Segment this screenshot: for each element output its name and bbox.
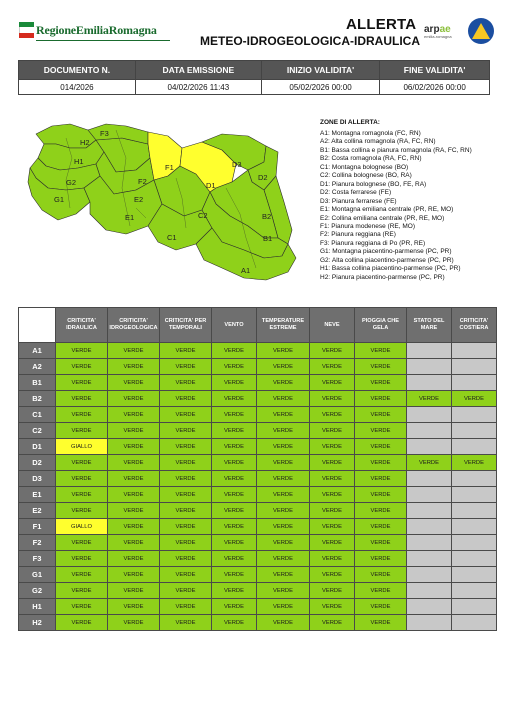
alert-level-cell: VERDE (108, 567, 160, 583)
alert-level-cell: VERDE (310, 375, 355, 391)
grid-column-header: VENTO (212, 308, 257, 343)
empty-cell (407, 583, 452, 599)
alert-level-cell: VERDE (56, 535, 108, 551)
map-label-e2: E2 (134, 195, 144, 204)
alert-level-cell: VERDE (257, 615, 310, 631)
protezione-civile-logo (468, 18, 494, 44)
civil-protection-triangle-icon (472, 23, 490, 39)
alert-level-cell: VERDE (407, 455, 452, 471)
alert-level-cell: VERDE (56, 375, 108, 391)
empty-cell (452, 583, 497, 599)
alert-level-cell: VERDE (108, 439, 160, 455)
alert-level-cell: VERDE (355, 391, 407, 407)
grid-zone-label: G2 (19, 583, 56, 599)
empty-cell (407, 343, 452, 359)
alert-level-cell: VERDE (108, 535, 160, 551)
map-label-h1: H1 (74, 157, 84, 166)
alert-level-cell: VERDE (257, 375, 310, 391)
table-row (19, 391, 497, 407)
alert-level-cell: VERDE (257, 535, 310, 551)
table-row (19, 407, 497, 423)
alert-level-cell: VERDE (257, 391, 310, 407)
grid-column-header: TEMPERATURE ESTREME (257, 308, 310, 343)
alert-level-cell: VERDE (355, 519, 407, 535)
empty-cell (407, 519, 452, 535)
grid-column-header: CRITICITA' PER TEMPORALI (160, 308, 212, 343)
alert-level-cell: VERDE (56, 407, 108, 423)
alert-level-cell: VERDE (212, 343, 257, 359)
alert-level-cell: VERDE (160, 551, 212, 567)
table-row (19, 503, 497, 519)
alert-zones-map (26, 118, 309, 288)
alert-level-cell: VERDE (310, 535, 355, 551)
document-info-table (18, 60, 490, 95)
regione-emilia-romagna-logo (19, 20, 157, 44)
alert-level-cell: VERDE (160, 471, 212, 487)
alert-level-cell: VERDE (56, 343, 108, 359)
table-row (19, 471, 497, 487)
alert-level-cell: VERDE (212, 519, 257, 535)
alert-level-cell: VERDE (160, 599, 212, 615)
map-label-g2: G2 (66, 178, 77, 187)
table-row (19, 439, 497, 455)
alert-level-cell: VERDE (212, 423, 257, 439)
grid-zone-label: H2 (19, 615, 56, 631)
alert-level-cell: VERDE (212, 471, 257, 487)
page-subtitle: METEO-IDROGEOLOGICA-IDRAULICA (200, 34, 420, 48)
alert-level-cell: VERDE (108, 471, 160, 487)
alert-level-cell: VERDE (212, 535, 257, 551)
alert-level-cell: VERDE (160, 503, 212, 519)
empty-cell (452, 599, 497, 615)
empty-cell (452, 471, 497, 487)
empty-cell (407, 503, 452, 519)
grid-zone-label: H1 (19, 599, 56, 615)
grid-zone-label: B2 (19, 391, 56, 407)
alert-level-cell: VERDE (310, 567, 355, 583)
alert-level-cell: VERDE (212, 391, 257, 407)
empty-cell (407, 567, 452, 583)
map-label-h2: H2 (80, 138, 90, 147)
alert-level-cell: VERDE (108, 615, 160, 631)
table-row (19, 375, 497, 391)
alert-level-cell: VERDE (212, 503, 257, 519)
grid-column-header: CRITICITA' IDRAULICA (56, 308, 108, 343)
map-label-b2: B2 (262, 212, 272, 221)
empty-cell (452, 343, 497, 359)
grid-zone-label: F1 (19, 519, 56, 535)
info-header-emission: DATA EMISSIONE (135, 61, 261, 80)
empty-cell (407, 471, 452, 487)
alert-level-cell: VERDE (355, 423, 407, 439)
empty-cell (407, 599, 452, 615)
alert-level-cell: VERDE (160, 423, 212, 439)
table-row (19, 535, 497, 551)
grid-zone-label: B1 (19, 375, 56, 391)
alert-levels-table (18, 307, 497, 631)
zone-legend-item: E1: Montagna emiliana centrale (PR, RE, MO) (320, 206, 454, 214)
zone-legend-item: F3: Pianura reggiana di Po (PR, RE) (320, 239, 426, 247)
alert-level-cell: VERDE (355, 503, 407, 519)
map-label-c1: C1 (167, 233, 177, 242)
table-row (19, 583, 497, 599)
alert-level-cell: VERDE (257, 343, 310, 359)
alert-level-cell: VERDE (310, 583, 355, 599)
alert-level-cell: VERDE (310, 519, 355, 535)
alert-level-cell: VERDE (160, 439, 212, 455)
map-label-g1: G1 (54, 195, 65, 204)
empty-cell (452, 567, 497, 583)
zone-legend-item: B1: Bassa collina e pianura romagnola (RA, FC, RN) (320, 146, 472, 154)
empty-cell (407, 551, 452, 567)
grid-zone-label: D2 (19, 455, 56, 471)
grid-zone-label: D3 (19, 471, 56, 487)
alert-level-cell: VERDE (212, 487, 257, 503)
alert-level-cell: GIALLO (56, 439, 108, 455)
alert-level-cell: VERDE (160, 583, 212, 599)
map-label-f1: F1 (165, 163, 174, 172)
zone-legend-item: H2: Pianura piacentino-parmense (PC, PR) (320, 273, 445, 281)
grid-zone-label: F2 (19, 535, 56, 551)
empty-cell (452, 487, 497, 503)
table-row (19, 519, 497, 535)
zone-legend-item: G1: Montagna piacentino-parmense (PC, PR) (320, 248, 452, 256)
alert-level-cell: VERDE (355, 535, 407, 551)
alert-level-cell: VERDE (56, 615, 108, 631)
alert-level-cell: VERDE (355, 583, 407, 599)
alert-level-cell: VERDE (257, 599, 310, 615)
alert-level-cell: VERDE (257, 407, 310, 423)
empty-cell (452, 503, 497, 519)
alert-level-cell: VERDE (56, 567, 108, 583)
info-validity-end: 06/02/2026 00:00 (380, 80, 490, 95)
alert-level-cell: VERDE (108, 487, 160, 503)
alert-level-cell: VERDE (407, 391, 452, 407)
alert-level-cell: VERDE (108, 583, 160, 599)
map-label-d1: D1 (206, 181, 216, 190)
empty-cell (452, 423, 497, 439)
table-row (19, 487, 497, 503)
alert-level-cell: VERDE (160, 375, 212, 391)
alert-level-cell: VERDE (355, 615, 407, 631)
zones-legend-list (320, 130, 505, 282)
alert-level-cell: VERDE (257, 487, 310, 503)
alert-level-cell: VERDE (56, 551, 108, 567)
alert-level-cell: VERDE (355, 487, 407, 503)
grid-zone-label: A2 (19, 359, 56, 375)
map-label-f3: F3 (100, 129, 109, 138)
grid-zone-label: D1 (19, 439, 56, 455)
alert-level-cell: VERDE (310, 391, 355, 407)
empty-cell (452, 519, 497, 535)
empty-cell (452, 615, 497, 631)
alert-level-cell: VERDE (212, 455, 257, 471)
zone-legend-item: C1: Montagna bolognese (BO) (320, 163, 409, 171)
alert-level-cell: VERDE (310, 407, 355, 423)
alert-level-cell: VERDE (355, 439, 407, 455)
alert-level-cell: VERDE (355, 375, 407, 391)
zone-legend-item: G2: Alta collina piacentino-parmense (PC, PR) (320, 256, 454, 264)
alert-level-cell: VERDE (257, 455, 310, 471)
zone-legend-item: B2: Costa romagnola (RA, FC, RN) (320, 155, 422, 163)
alert-level-cell: VERDE (310, 343, 355, 359)
alert-level-cell: VERDE (310, 487, 355, 503)
empty-cell (407, 359, 452, 375)
zone-legend-item: D1: Pianura bolognese (BO, FE, RA) (320, 180, 427, 188)
empty-cell (407, 375, 452, 391)
map-label-c2: C2 (198, 211, 208, 220)
alert-level-cell: VERDE (257, 439, 310, 455)
alert-level-cell: VERDE (257, 583, 310, 599)
empty-cell (407, 407, 452, 423)
grid-zone-label: G1 (19, 567, 56, 583)
grid-zone-label: E2 (19, 503, 56, 519)
table-row (19, 551, 497, 567)
alert-level-cell: VERDE (56, 599, 108, 615)
grid-corner-cell (19, 308, 56, 343)
zone-legend-item: A1: Montagna romagnola (FC, RN) (320, 130, 421, 137)
map-label-d3: D3 (232, 160, 242, 169)
alert-level-cell: VERDE (108, 519, 160, 535)
alert-level-cell: VERDE (56, 455, 108, 471)
arpae-logo-text-a: arp (424, 24, 440, 35)
arpae-logo (424, 24, 464, 48)
alert-level-cell: VERDE (160, 519, 212, 535)
zone-legend-item: D3: Pianura ferrarese (FE) (320, 197, 397, 205)
grid-zone-label: A1 (19, 343, 56, 359)
empty-cell (407, 423, 452, 439)
alert-level-cell: VERDE (56, 487, 108, 503)
alert-level-cell: VERDE (56, 503, 108, 519)
map-label-d2: D2 (258, 173, 268, 182)
grid-zone-label: C1 (19, 407, 56, 423)
alert-level-cell: VERDE (212, 439, 257, 455)
alert-level-cell: VERDE (212, 375, 257, 391)
grid-column-header: CRITICITA' IDROGEOLOGICA (108, 308, 160, 343)
alert-level-cell: VERDE (257, 471, 310, 487)
alert-level-cell: VERDE (257, 503, 310, 519)
table-row (19, 599, 497, 615)
empty-cell (452, 407, 497, 423)
alert-level-cell: VERDE (212, 615, 257, 631)
alert-level-cell: VERDE (160, 567, 212, 583)
alert-level-cell: VERDE (355, 567, 407, 583)
table-row (19, 615, 497, 631)
empty-cell (452, 375, 497, 391)
alert-level-cell: VERDE (355, 471, 407, 487)
alert-level-cell: VERDE (310, 599, 355, 615)
table-row (19, 343, 497, 359)
info-header-document: DOCUMENTO N. (19, 61, 136, 80)
alert-level-cell: VERDE (108, 343, 160, 359)
zones-legend-title: ZONE DI ALLERTA: (320, 119, 380, 126)
alert-level-cell: VERDE (160, 391, 212, 407)
alert-level-cell: VERDE (355, 407, 407, 423)
alert-level-cell: VERDE (310, 615, 355, 631)
table-row (19, 567, 497, 583)
region-logo-text: RegioneEmiliaRomagna (36, 23, 157, 37)
zone-legend-item: A2: Alta collina romagnola (RA, FC, RN) (320, 138, 436, 146)
empty-cell (452, 359, 497, 375)
zone-legend-item: H1: Bassa collina piacentino-parmense (PC, PR) (320, 265, 461, 273)
alert-level-cell: VERDE (212, 583, 257, 599)
alert-level-cell: VERDE (56, 423, 108, 439)
grid-zone-label: C2 (19, 423, 56, 439)
alert-level-cell: VERDE (56, 471, 108, 487)
alert-level-cell: VERDE (355, 599, 407, 615)
alert-level-cell: VERDE (452, 391, 497, 407)
alert-level-cell: VERDE (212, 359, 257, 375)
alert-level-cell: VERDE (452, 455, 497, 471)
page-title: ALLERTA (346, 16, 417, 33)
alert-level-cell: VERDE (310, 439, 355, 455)
empty-cell (407, 439, 452, 455)
grid-column-header: STATO DEL MARE (407, 308, 452, 343)
alert-level-cell: VERDE (257, 519, 310, 535)
alert-level-cell: VERDE (310, 551, 355, 567)
alert-level-cell: VERDE (160, 455, 212, 471)
alert-level-cell: VERDE (310, 455, 355, 471)
info-emission-date: 04/02/2026 11:43 (135, 80, 261, 95)
zone-legend-item: D2: Costa ferrarese (FE) (320, 189, 392, 197)
alert-level-cell: VERDE (108, 503, 160, 519)
alert-level-cell: VERDE (257, 423, 310, 439)
alert-level-cell: VERDE (108, 391, 160, 407)
alert-level-cell: VERDE (355, 551, 407, 567)
alert-level-cell: VERDE (160, 535, 212, 551)
alert-level-cell: VERDE (160, 407, 212, 423)
map-label-b1: B1 (263, 234, 273, 243)
map-label-f2: F2 (138, 177, 147, 186)
empty-cell (452, 551, 497, 567)
alert-level-cell: VERDE (212, 551, 257, 567)
grid-column-header: NEVE (310, 308, 355, 343)
empty-cell (407, 615, 452, 631)
alert-level-cell: VERDE (212, 407, 257, 423)
alert-level-cell: VERDE (310, 503, 355, 519)
alert-level-cell: VERDE (310, 471, 355, 487)
empty-cell (452, 439, 497, 455)
info-document-number: 014/2026 (19, 80, 136, 95)
alert-level-cell: VERDE (212, 599, 257, 615)
alert-level-cell: VERDE (160, 359, 212, 375)
alert-level-cell: VERDE (108, 423, 160, 439)
alert-level-cell: VERDE (56, 359, 108, 375)
map-label-e1: E1 (125, 213, 135, 222)
alert-level-cell: VERDE (355, 343, 407, 359)
alert-level-cell: VERDE (310, 423, 355, 439)
arpae-logo-text-b: ae (439, 24, 451, 35)
alert-level-cell: VERDE (108, 359, 160, 375)
alert-level-cell: VERDE (160, 487, 212, 503)
empty-cell (452, 535, 497, 551)
alert-level-cell: VERDE (108, 455, 160, 471)
alert-level-cell: VERDE (56, 583, 108, 599)
map-label-a1: A1 (241, 266, 251, 275)
alert-level-cell: VERDE (56, 391, 108, 407)
table-row (19, 455, 497, 471)
zone-legend-item: F2: Pianura reggiana (RE) (320, 231, 396, 239)
empty-cell (407, 535, 452, 551)
alert-level-cell: VERDE (355, 455, 407, 471)
alert-level-cell: VERDE (160, 343, 212, 359)
alert-level-cell: VERDE (212, 567, 257, 583)
info-header-validity-start: INIZIO VALIDITA' (261, 61, 379, 80)
table-row (19, 423, 497, 439)
zones-legend (320, 119, 505, 282)
region-flag-icon (19, 22, 34, 38)
table-row (19, 359, 497, 375)
alert-level-cell: VERDE (160, 615, 212, 631)
alert-level-cell: VERDE (257, 567, 310, 583)
alert-level-cell: VERDE (108, 599, 160, 615)
empty-cell (407, 487, 452, 503)
info-header-validity-end: FINE VALIDITA' (380, 61, 490, 80)
zone-legend-item: E2: Collina emiliana centrale (PR, RE, MO) (320, 214, 445, 222)
zone-legend-item: F1: Pianura modenese (RE, MO) (320, 222, 416, 230)
alert-level-cell: VERDE (355, 359, 407, 375)
alert-level-cell: VERDE (108, 375, 160, 391)
arpae-logo-sub: emilia-romagna (424, 34, 452, 39)
alert-level-cell: GIALLO (56, 519, 108, 535)
grid-zone-label: E1 (19, 487, 56, 503)
alert-level-cell: VERDE (310, 359, 355, 375)
grid-zone-label: F3 (19, 551, 56, 567)
zone-legend-item: C2: Collina bolognese (BO, RA) (320, 172, 412, 180)
alert-level-cell: VERDE (257, 359, 310, 375)
alert-level-cell: VERDE (257, 551, 310, 567)
grid-column-header: PIOGGIA CHE GELA (355, 308, 407, 343)
grid-column-header: CRITICITA' COSTIERA (452, 308, 497, 343)
alert-level-cell: VERDE (108, 407, 160, 423)
info-validity-start: 05/02/2026 00:00 (261, 80, 379, 95)
alert-level-cell: VERDE (108, 551, 160, 567)
